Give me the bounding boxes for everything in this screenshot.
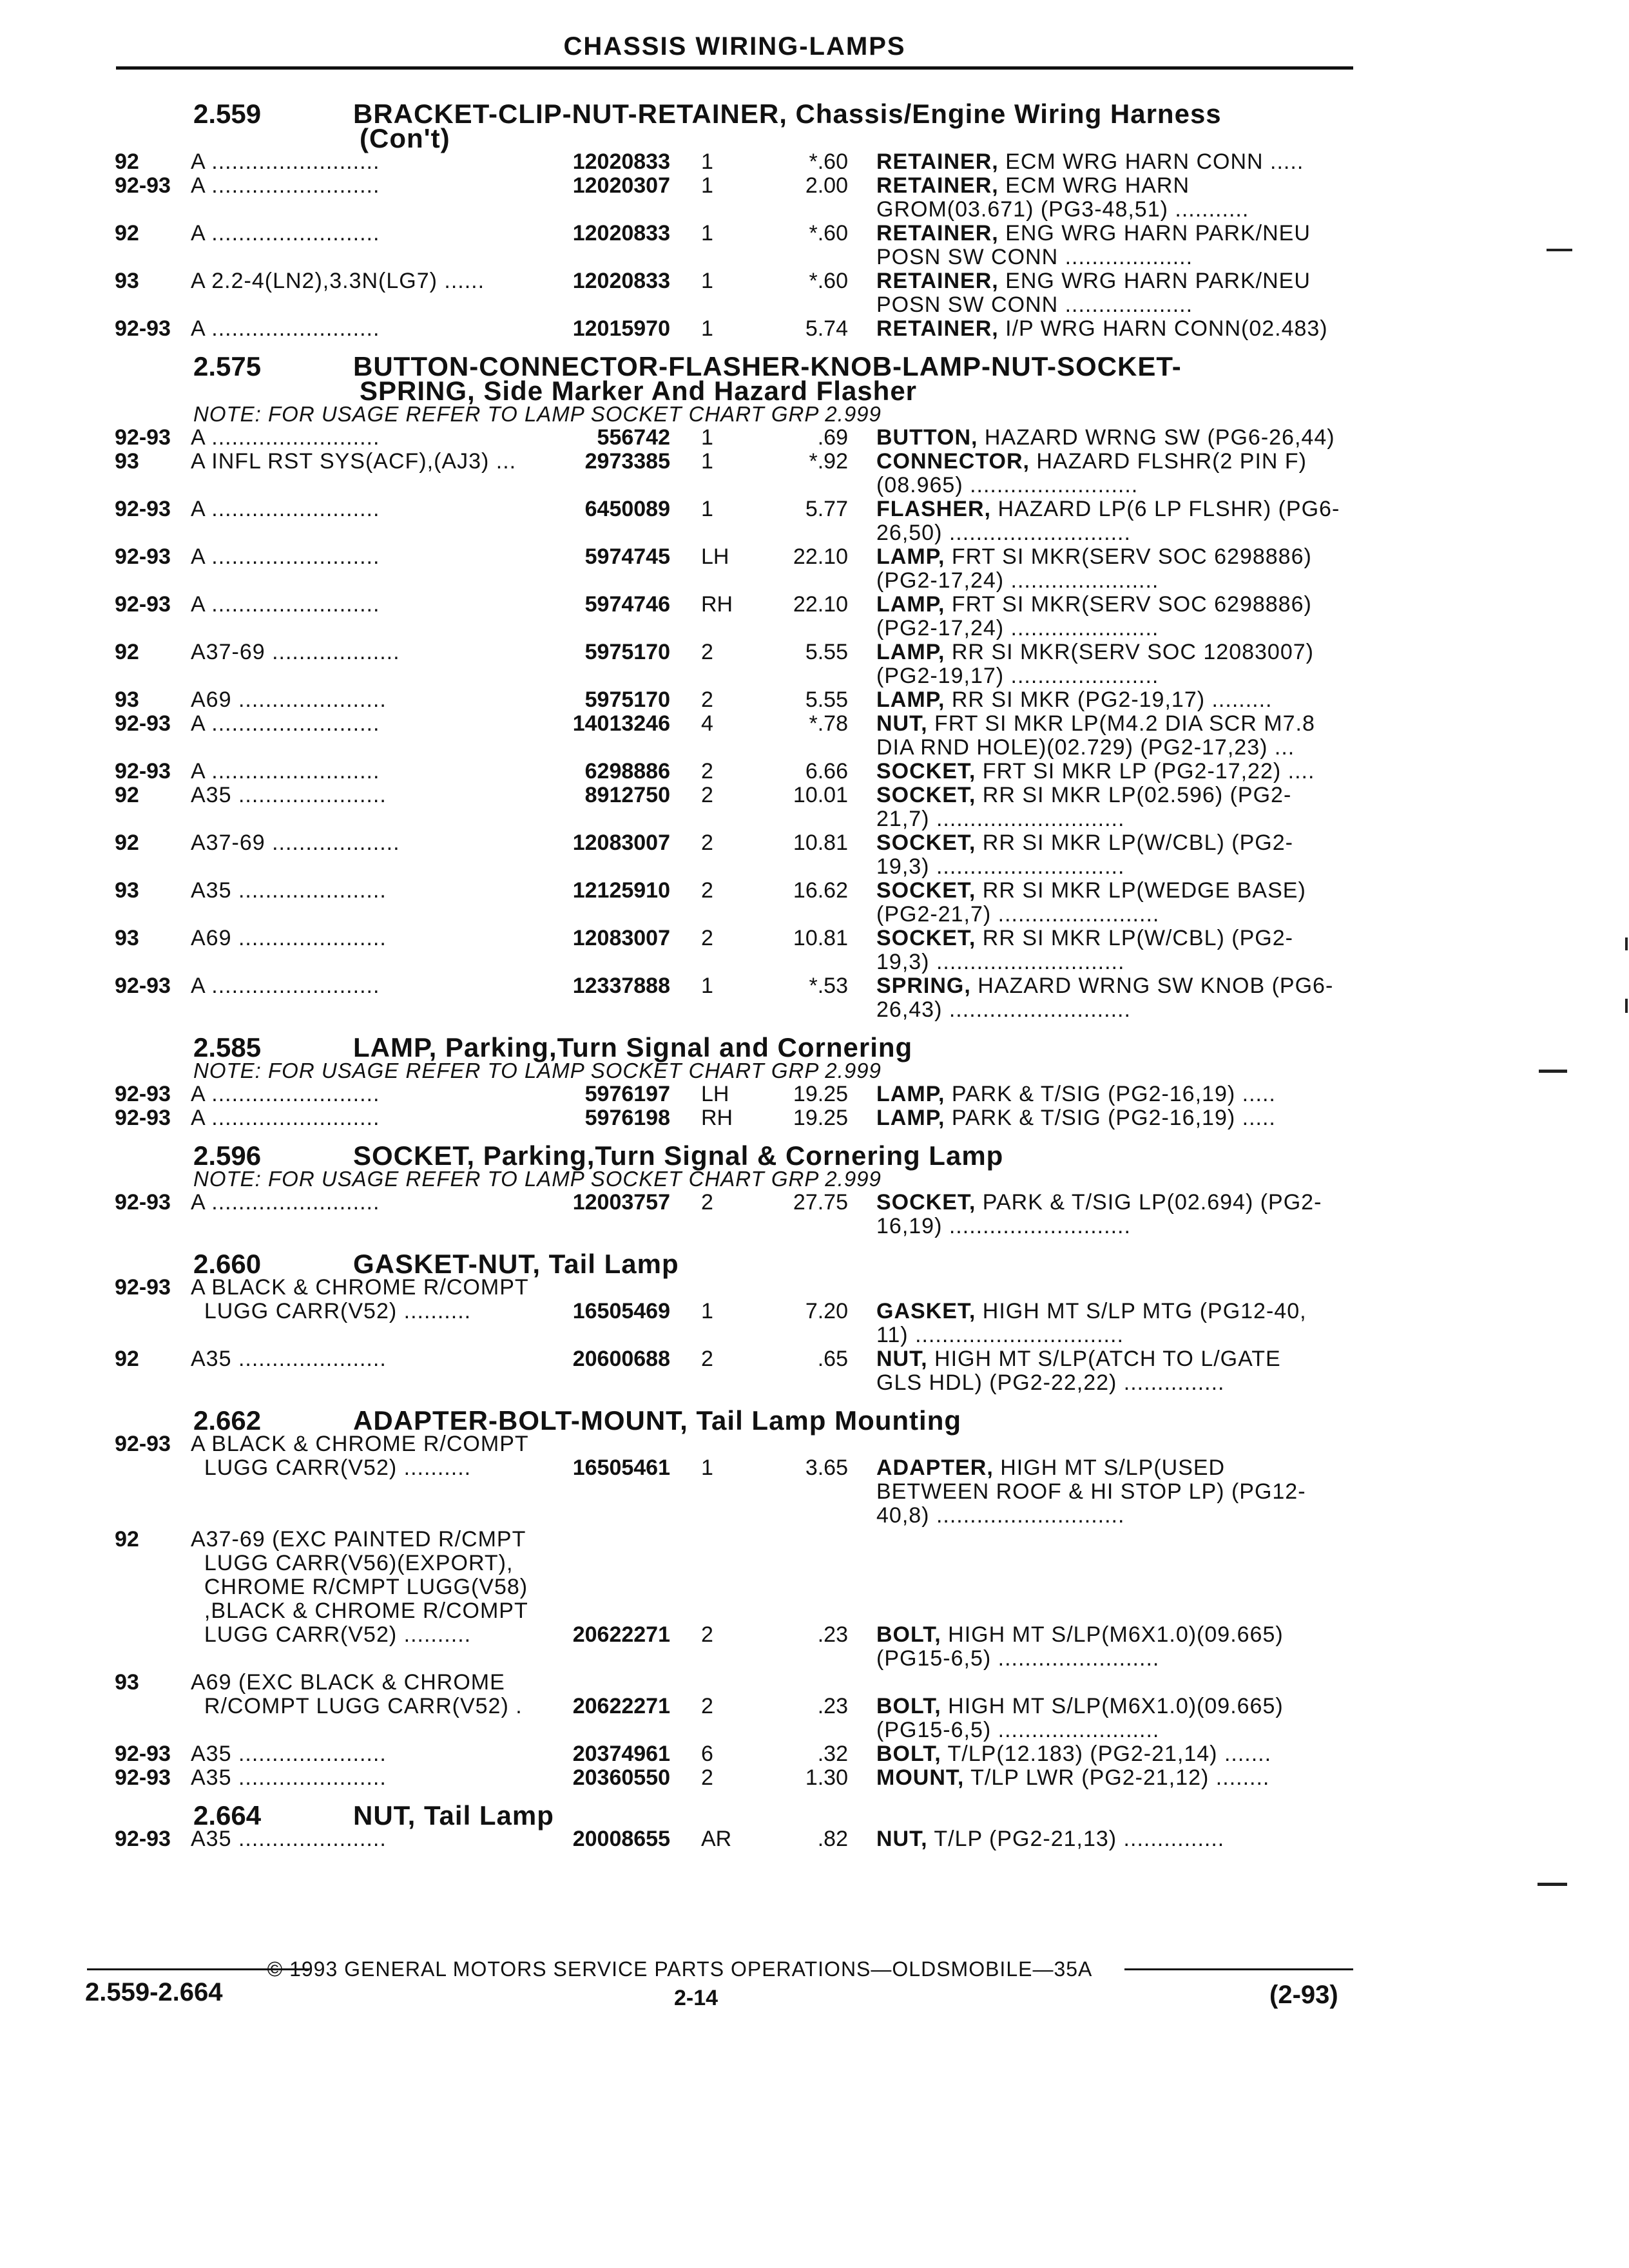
quantity: 2 (701, 1622, 713, 1647)
footer-revision-date: (2-93) (1269, 1981, 1338, 2009)
price: 10.01 (793, 783, 848, 807)
model-application: A37-69 ................... (191, 640, 400, 664)
price: 10.81 (793, 926, 848, 950)
part-number: 12337888 (572, 974, 670, 998)
section-number: 2.575 (193, 351, 262, 381)
description-continuation: 16,19) ........................... (876, 1214, 1131, 1238)
description-continuation: 40,8) ............................ (876, 1503, 1125, 1528)
quantity: 2 (701, 687, 713, 712)
part-number: 5975170 (584, 640, 670, 664)
part-number: 12020307 (572, 173, 670, 198)
quantity: 1 (701, 1299, 713, 1323)
part-number: 20622271 (572, 1694, 670, 1718)
section-heading: SPRING, Side Marker And Hazard Flasher (360, 376, 918, 406)
model-application: A ......................... (191, 1082, 380, 1106)
quantity: 1 (701, 1456, 713, 1480)
model-application: A ......................... (191, 425, 380, 450)
model-year: 92 (115, 149, 139, 174)
part-description: NUT, HIGH MT S/LP(ATCH TO L/GATE (876, 1347, 1281, 1371)
quantity: 1 (701, 974, 713, 998)
part-number: 556742 (597, 425, 670, 450)
model-year: 92-93 (115, 592, 171, 617)
model-application: A69 ...................... (191, 687, 387, 712)
description-continuation: BETWEEN ROOF & HI STOP LP) (PG12- (876, 1479, 1306, 1504)
model-year: 92-93 (115, 1827, 171, 1851)
price: 2.00 (805, 173, 848, 198)
section-heading: NUT, Tail Lamp (353, 1800, 554, 1831)
description-continuation: 19,3) ............................ (876, 950, 1125, 974)
part-description: RETAINER, ECM WRG HARN (876, 173, 1190, 198)
model-year: 92-93 (115, 1106, 171, 1130)
quantity: 1 (701, 449, 713, 474)
description-continuation: (PG15-6,5) ........................ (876, 1646, 1160, 1671)
quantity: RH (701, 1106, 733, 1130)
scan-mark (1539, 1070, 1567, 1073)
part-description: LAMP, FRT SI MKR(SERV SOC 6298886) (876, 544, 1312, 569)
price: 6.66 (805, 759, 848, 783)
price: *.53 (809, 974, 848, 998)
description-continuation: (PG2-19,17) ...................... (876, 664, 1159, 688)
description-continuation: 26,50) ........................... (876, 521, 1131, 545)
page-title: CHASSIS WIRING-LAMPS (563, 32, 906, 61)
section-number: 2.559 (193, 99, 262, 129)
model-application: A35 ...................... (191, 1742, 387, 1766)
quantity: 1 (701, 497, 713, 521)
model-year: 92-93 (115, 974, 171, 998)
part-description: LAMP, RR SI MKR (PG2-19,17) ......... (876, 687, 1273, 712)
quantity: 1 (701, 269, 713, 293)
part-description: ADAPTER, HIGH MT S/LP(USED (876, 1456, 1226, 1480)
price: 19.25 (793, 1082, 848, 1106)
part-number: 20374961 (572, 1742, 670, 1766)
price: .82 (817, 1827, 848, 1851)
model-year: 93 (115, 926, 139, 950)
price: 5.77 (805, 497, 848, 521)
model-year: 92-93 (115, 1765, 171, 1790)
part-number: 12015970 (572, 316, 670, 341)
model-application: A ......................... (191, 592, 380, 617)
model-application: LUGG CARR(V52) .......... (191, 1299, 472, 1323)
quantity: LH (701, 1082, 729, 1106)
description-continuation: GLS HDL) (PG2-22,22) ............... (876, 1370, 1225, 1395)
part-number: 12083007 (572, 831, 670, 855)
description-continuation: (PG15-6,5) ........................ (876, 1718, 1160, 1742)
footer-copyright: © 1993 GENERAL MOTORS SERVICE PARTS OPERATIONS—OLDSMOBILE—35A (267, 1957, 1093, 1981)
model-application: A 2.2-4(LN2),3.3N(LG7) ...... (191, 269, 485, 293)
model-year: 92-93 (115, 1190, 171, 1215)
part-description: SOCKET, RR SI MKR LP(W/CBL) (PG2- (876, 831, 1293, 855)
quantity: 2 (701, 1347, 713, 1371)
price: 27.75 (793, 1190, 848, 1215)
model-application: LUGG CARR(V52) .......... (191, 1622, 472, 1647)
price: 16.62 (793, 878, 848, 903)
price: 7.20 (805, 1299, 848, 1323)
description-continuation: GROM(03.671) (PG3-48,51) ........... (876, 197, 1249, 222)
price: 22.10 (793, 544, 848, 569)
price: 5.74 (805, 316, 848, 341)
description-continuation: POSN SW CONN ................... (876, 293, 1193, 317)
quantity: 2 (701, 831, 713, 855)
part-description: FLASHER, HAZARD LP(6 LP FLSHR) (PG6- (876, 497, 1340, 521)
quantity: AR (701, 1827, 732, 1851)
price: 10.81 (793, 831, 848, 855)
part-description: NUT, T/LP (PG2-21,13) ............... (876, 1827, 1225, 1851)
part-description: MOUNT, T/LP LWR (PG2-21,12) ........ (876, 1765, 1270, 1790)
price: 19.25 (793, 1106, 848, 1130)
model-application: A35 ...................... (191, 1765, 387, 1790)
description-continuation: (PG2-17,24) ...................... (876, 616, 1159, 640)
part-number: 5976198 (584, 1106, 670, 1130)
model-application: R/COMPT LUGG CARR(V52) . (191, 1694, 523, 1718)
description-continuation: DIA RND HOLE)(02.729) (PG2-17,23) ... (876, 735, 1295, 760)
model-application: A ......................... (191, 149, 380, 174)
part-number: 20360550 (572, 1765, 670, 1790)
part-number: 8912750 (584, 783, 670, 807)
part-number: 5975170 (584, 687, 670, 712)
price: *.92 (809, 449, 848, 474)
model-year: 92-93 (115, 173, 171, 198)
model-year: 92-93 (115, 316, 171, 341)
part-number: 12020833 (572, 149, 670, 174)
part-description: CONNECTOR, HAZARD FLSHR(2 PIN F) (876, 449, 1307, 474)
model-application: A69 ...................... (191, 926, 387, 950)
quantity: 1 (701, 173, 713, 198)
footer-section-range: 2.559-2.664 (85, 1978, 223, 2006)
model-year: 92-93 (115, 425, 171, 450)
quantity: 2 (701, 878, 713, 903)
part-number: 16505461 (572, 1456, 670, 1480)
part-number: 12125910 (572, 878, 670, 903)
part-description: BOLT, HIGH MT S/LP(M6X1.0)(09.665) (876, 1622, 1284, 1647)
model-application: A35 ...................... (191, 1347, 387, 1371)
model-application: A ......................... (191, 221, 380, 245)
model-year: 92-93 (115, 544, 171, 569)
part-number: 5974746 (584, 592, 670, 617)
quantity: 1 (701, 221, 713, 245)
part-number: 14013246 (572, 711, 670, 736)
model-application: A ......................... (191, 711, 380, 736)
model-year: 93 (115, 449, 139, 474)
model-application: A INFL RST SYS(ACF),(AJ3) ... (191, 449, 517, 474)
part-description: LAMP, PARK & T/SIG (PG2-16,19) ..... (876, 1106, 1276, 1130)
part-description: RETAINER, ENG WRG HARN PARK/NEU (876, 269, 1311, 293)
price: *.60 (809, 221, 848, 245)
price: .65 (817, 1347, 848, 1371)
price: 5.55 (805, 687, 848, 712)
model-application: A BLACK & CHROME R/COMPT (191, 1432, 529, 1456)
price: 3.65 (805, 1456, 848, 1480)
price: 1.30 (805, 1765, 848, 1790)
part-description: BUTTON, HAZARD WRNG SW (PG6-26,44) (876, 425, 1335, 450)
part-description: SOCKET, RR SI MKR LP(WEDGE BASE) (876, 878, 1306, 903)
model-application: A ......................... (191, 974, 380, 998)
section-heading: BRACKET-CLIP-NUT-RETAINER, Chassis/Engine Wiring Harness (353, 99, 1222, 129)
model-application: A ......................... (191, 759, 380, 783)
quantity: LH (701, 544, 729, 569)
model-application: A35 ...................... (191, 1827, 387, 1851)
model-application: A35 ...................... (191, 783, 387, 807)
scan-mark (1625, 937, 1628, 950)
model-year: 92 (115, 221, 139, 245)
price: *.60 (809, 269, 848, 293)
model-application: A69 (EXC BLACK & CHROME (191, 1670, 505, 1695)
scan-mark (1537, 1883, 1567, 1886)
part-number: 16505469 (572, 1299, 670, 1323)
model-application: A ......................... (191, 497, 380, 521)
model-application: LUGG CARR(V52) .......... (191, 1456, 472, 1480)
model-year: 92 (115, 1527, 139, 1552)
quantity: 6 (701, 1742, 713, 1766)
part-description: RETAINER, ENG WRG HARN PARK/NEU (876, 221, 1311, 245)
model-year: 93 (115, 878, 139, 903)
price: 22.10 (793, 592, 848, 617)
price: *.60 (809, 149, 848, 174)
section-number: 2.662 (193, 1405, 262, 1436)
usage-note: NOTE: FOR USAGE REFER TO LAMP SOCKET CHART GRP 2.999 (193, 402, 882, 426)
price: *.78 (809, 711, 848, 736)
quantity: 2 (701, 926, 713, 950)
part-description: RETAINER, I/P WRG HARN CONN(02.483) (876, 316, 1328, 341)
quantity: 2 (701, 759, 713, 783)
part-description: SOCKET, RR SI MKR LP(W/CBL) (PG2- (876, 926, 1293, 950)
model-year: 92-93 (115, 1275, 171, 1300)
description-continuation: POSN SW CONN ................... (876, 245, 1193, 269)
model-application: A ......................... (191, 1106, 380, 1130)
model-year: 92-93 (115, 1432, 171, 1456)
model-application: A37-69 (EXC PAINTED R/CMPT (191, 1527, 526, 1552)
section-heading: BUTTON-CONNECTOR-FLASHER-KNOB-LAMP-NUT-SOCKET- (353, 351, 1182, 381)
part-description: SOCKET, FRT SI MKR LP (PG2-17,22) .... (876, 759, 1315, 783)
section-heading: ADAPTER-BOLT-MOUNT, Tail Lamp Mounting (353, 1405, 962, 1436)
model-application: A35 ...................... (191, 878, 387, 903)
header-rule (116, 66, 1353, 70)
description-continuation: 19,3) ............................ (876, 854, 1125, 879)
quantity: 1 (701, 316, 713, 341)
part-number: 5976197 (584, 1082, 670, 1106)
price: .32 (817, 1742, 848, 1766)
price: .23 (817, 1694, 848, 1718)
model-year: 92-93 (115, 497, 171, 521)
part-number: 6450089 (584, 497, 670, 521)
part-number: 12083007 (572, 926, 670, 950)
description-continuation: (PG2-17,24) ...................... (876, 568, 1159, 593)
usage-note: NOTE: FOR USAGE REFER TO LAMP SOCKET CHART GRP 2.999 (193, 1059, 882, 1082)
section-number: 2.660 (193, 1249, 262, 1279)
part-number: 20008655 (572, 1827, 670, 1851)
part-description: NUT, FRT SI MKR LP(M4.2 DIA SCR M7.8 (876, 711, 1315, 736)
model-year: 92 (115, 783, 139, 807)
part-number: 20622271 (572, 1622, 670, 1647)
quantity: 2 (701, 1694, 713, 1718)
part-description: BOLT, HIGH MT S/LP(M6X1.0)(09.665) (876, 1694, 1284, 1718)
part-description: LAMP, RR SI MKR(SERV SOC 12083007) (876, 640, 1314, 664)
model-year: 92 (115, 1347, 139, 1371)
quantity: 1 (701, 425, 713, 450)
part-number: 2973385 (584, 449, 670, 474)
section-heading: (Con't) (360, 123, 450, 153)
model-year: 93 (115, 1670, 139, 1695)
quantity: 2 (701, 1765, 713, 1790)
model-year: 92-93 (115, 759, 171, 783)
model-year: 93 (115, 687, 139, 712)
model-application: A ......................... (191, 544, 380, 569)
price: .69 (817, 425, 848, 450)
model-application: ,BLACK & CHROME R/COMPT (191, 1599, 528, 1623)
description-continuation: (PG2-21,7) ........................ (876, 902, 1160, 927)
model-application: A ......................... (191, 316, 380, 341)
model-application: CHROME R/CMPT LUGG(V58) (191, 1575, 528, 1599)
part-description: BOLT, T/LP(12.183) (PG2-21,14) ....... (876, 1742, 1272, 1766)
description-continuation: 21,7) ............................ (876, 807, 1125, 831)
model-application: A ......................... (191, 173, 380, 198)
quantity: RH (701, 592, 733, 617)
part-number: 20600688 (572, 1347, 670, 1371)
part-number: 5974745 (584, 544, 670, 569)
section-heading: SOCKET, Parking,Turn Signal & Cornering Lamp (353, 1140, 1004, 1171)
description-continuation: 26,43) ........................... (876, 997, 1131, 1022)
part-number: 12020833 (572, 269, 670, 293)
model-year: 92-93 (115, 1742, 171, 1766)
scan-mark (1625, 999, 1628, 1013)
section-number: 2.596 (193, 1140, 262, 1171)
part-number: 12020833 (572, 221, 670, 245)
scan-mark (1547, 249, 1572, 251)
part-description: RETAINER, ECM WRG HARN CONN ..... (876, 149, 1304, 174)
part-description: SOCKET, RR SI MKR LP(02.596) (PG2- (876, 783, 1292, 807)
part-description: LAMP, PARK & T/SIG (PG2-16,19) ..... (876, 1082, 1276, 1106)
model-year: 93 (115, 269, 139, 293)
footer-page-number: 2-14 (673, 1986, 718, 2010)
quantity: 2 (701, 1190, 713, 1215)
part-description: SOCKET, PARK & T/SIG LP(02.694) (PG2- (876, 1190, 1322, 1215)
usage-note: NOTE: FOR USAGE REFER TO LAMP SOCKET CHART GRP 2.999 (193, 1167, 882, 1191)
quantity: 2 (701, 640, 713, 664)
model-year: 92 (115, 831, 139, 855)
price: .23 (817, 1622, 848, 1647)
model-year: 92-93 (115, 1082, 171, 1106)
part-number: 6298886 (584, 759, 670, 783)
quantity: 1 (701, 149, 713, 174)
description-continuation: 11) ............................... (876, 1323, 1124, 1347)
model-application: LUGG CARR(V56)(EXPORT), (191, 1551, 514, 1575)
model-application: A ......................... (191, 1190, 380, 1215)
part-description: LAMP, FRT SI MKR(SERV SOC 6298886) (876, 592, 1312, 617)
section-number: 2.585 (193, 1032, 262, 1062)
model-year: 92-93 (115, 711, 171, 736)
description-continuation: (08.965) ......................... (876, 473, 1139, 497)
section-heading: GASKET-NUT, Tail Lamp (353, 1249, 679, 1279)
part-number: 12003757 (572, 1190, 670, 1215)
model-year: 92 (115, 640, 139, 664)
part-description: SPRING, HAZARD WRNG SW KNOB (PG6- (876, 974, 1334, 998)
part-description: GASKET, HIGH MT S/LP MTG (PG12-40, (876, 1299, 1307, 1323)
price: 5.55 (805, 640, 848, 664)
quantity: 2 (701, 783, 713, 807)
model-application: A37-69 ................... (191, 831, 400, 855)
section-number: 2.664 (193, 1800, 262, 1831)
model-application: A BLACK & CHROME R/COMPT (191, 1275, 529, 1300)
section-heading: LAMP, Parking,Turn Signal and Cornering (353, 1032, 913, 1062)
quantity: 4 (701, 711, 713, 736)
